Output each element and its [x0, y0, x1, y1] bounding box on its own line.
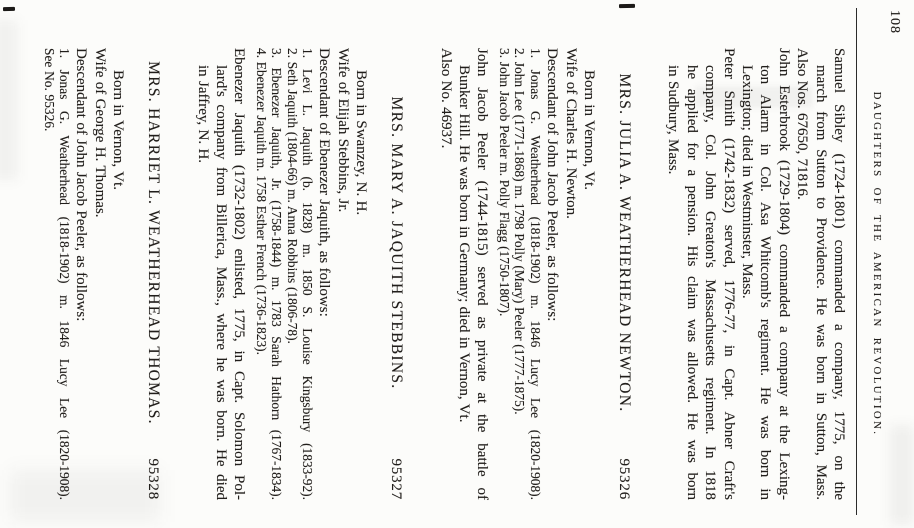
born-line: Born in Vernon, Vt.: [110, 70, 127, 190]
lineage-line: 1. Jonas G. Weatherhead (1818-1902) m. 1846 Lucy Lee (1820-1908).: [527, 48, 543, 500]
scan-speck: [3, 7, 15, 11]
lineage-line: 4. Ebenezer Jaquith m. 1758 Esther French (1736-1823).: [253, 48, 269, 355]
lineage-line: 1. Jonas G. Weatherhead (1818-1902) m. 1846 Lucy Lee (1820-1908).: [57, 48, 72, 500]
lineage-line: 2. Seth Jaquith (1804-66) m. Anna Robbins (1806-78).: [284, 48, 300, 344]
entry-number: 95327: [388, 458, 405, 500]
section-heading: [143, 48, 163, 500]
service-line: Lexington; died in Westminster, Mass.: [738, 65, 755, 299]
lineage-line: 3. Ebenezer Jaquith, Jr. (1758-1844) m. 1783 Sarah Hathorn (1767-1834).: [269, 48, 285, 500]
member-name: MRS. MARY A. JAQUITH STEBBINS.: [388, 96, 406, 390]
service-line: John Jacob Peeler (1744-1815) served as private at the battle of: [474, 48, 491, 500]
section-heading: [614, 48, 634, 500]
service-line: Peter Smith (1742-1832) served, 1776-77, in Capt. Abner Craft's: [720, 48, 737, 500]
running-title: DAUGHTERS OF THE AMERICAN REVOLUTION.: [871, 91, 883, 437]
service-line: Bunker Hill. He was born in Germany; died in Vernon, Vt.: [456, 65, 473, 423]
service-line: in Sudbury, Mass.: [665, 65, 682, 175]
see-reference: See No. 95326.: [41, 48, 57, 132]
page-content: [41, 48, 848, 500]
entry-number: 95326: [615, 458, 632, 500]
wife-line: Wife of Charles H. Newton.: [562, 48, 579, 219]
service-line: ton Alarm in Col. Asa Whitcomb's regiment. He was born in: [757, 65, 774, 500]
descendant-line: Descendant of Ebenezer Jaquith, as follows:: [316, 48, 333, 317]
header-rule: [856, 8, 857, 515]
service-line: John Esterbrook (1729-1804) commanded a company at the Lexing-: [775, 48, 792, 500]
service-line: lard's company from Billerica, Mass., where he was born. He died: [213, 65, 230, 500]
service-line: company, Col. John Greaton's Massachusetts regiment. In 1818: [702, 65, 719, 500]
member-name: MRS. HARRIET L. WEATHERHEAD THOMAS.: [145, 61, 163, 425]
born-line: Born in Swanzey, N. H.: [353, 70, 370, 216]
born-line: Born in Vernon, Vt.: [580, 70, 597, 190]
service-line: Ebenezer Jaquith (1732-1802) enlisted, 1775, in Capt. Solomon Pol-: [231, 48, 248, 500]
descendant-line: Descendant of John Jacob Peeler, as follows:: [73, 48, 90, 322]
page-number: 108: [887, 10, 902, 34]
wife-line: Wife of George H. Thomas.: [91, 48, 108, 218]
entry-number: 95328: [145, 458, 162, 500]
lineage-line: 1. Levi L. Jaquith (b. 1828) m. 1850 S. Louise Kingsbury (1833-92).: [300, 48, 316, 500]
scan-speck: [619, 4, 635, 8]
service-line: Samuel Sibley (1724-1801) commanded a company, 1775, on the: [831, 48, 847, 500]
service-line: he applied for a pension. His claim was allowed. He was born: [683, 65, 700, 500]
member-name: MRS. JULIA A. WEATHERHEAD NEWTON.: [615, 73, 633, 413]
lineage-line: 2. John Lee (1771-1868) m. 1798 Polly (Mary) Peeler (1777-1875).: [512, 48, 528, 415]
service-line: in Jaffrey, N. H.: [194, 65, 211, 164]
descendant-line: Descendant of John Jacob Peeler, as follows:: [544, 48, 561, 322]
lineage-line: 3. John Jacob Peeler m. Polly Flagg (1750-1807).: [496, 48, 512, 317]
also-numbers: Also Nos. 67650, 71816.: [794, 48, 811, 200]
section-heading: [386, 48, 406, 500]
service-line: march from Sutton to Providence. He was born in Sutton, Mass.: [812, 65, 829, 500]
also-numbers: Also No. 46937.: [437, 48, 454, 149]
wife-line: Wife of Elijah Stebbins, Jr.: [334, 48, 351, 213]
